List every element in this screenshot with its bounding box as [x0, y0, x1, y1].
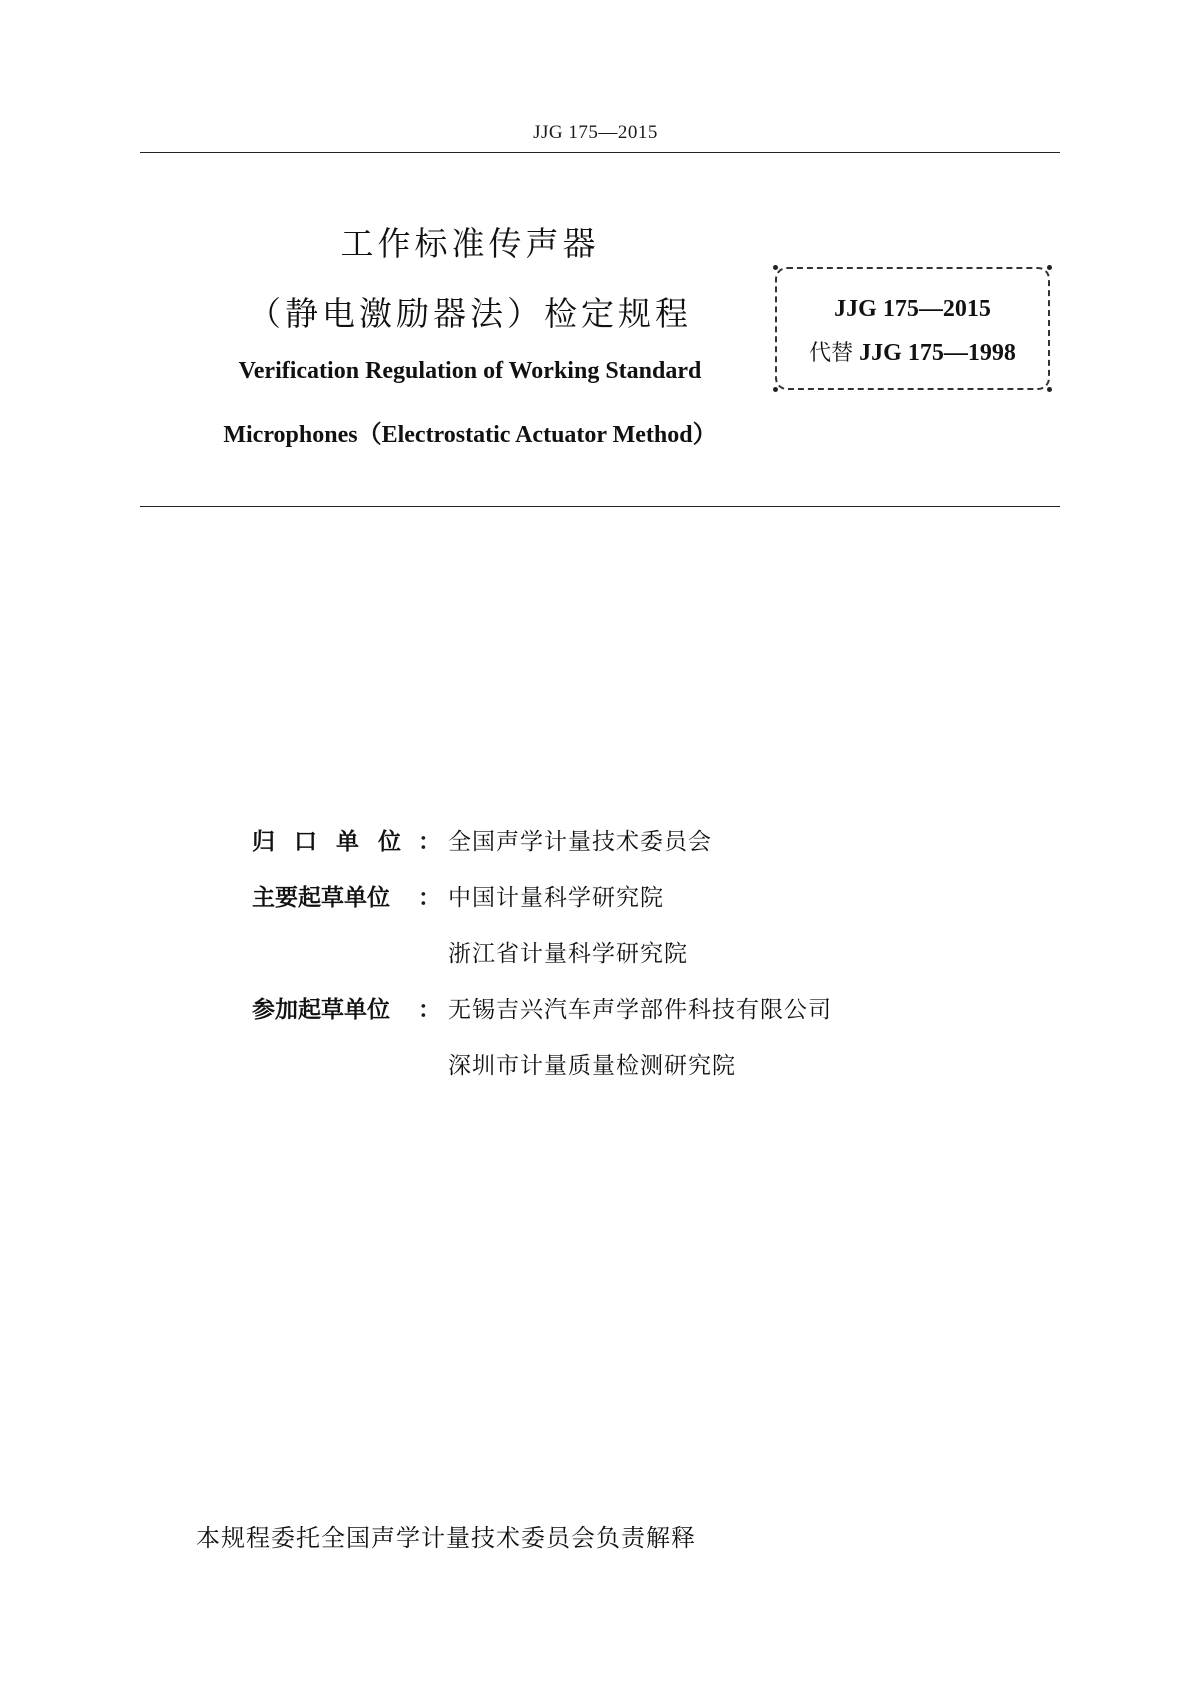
- org-value-main-drafting-1: 中国计量科学研究院: [448, 885, 664, 911]
- org-label-main-drafting: 主要起草单位: [252, 885, 390, 911]
- org-label-colon: ：: [418, 997, 441, 1023]
- org-label-participating: 参加起草单位: [252, 997, 390, 1023]
- title-en-line2: Microphones（Electrostatic Actuator Method）: [223, 422, 717, 448]
- header-rule: [140, 152, 1060, 153]
- replaces-prefix: 代替: [809, 341, 854, 366]
- interpretation-note: 本规程委托全国声学计量技术委员会负责解释: [196, 1524, 696, 1552]
- box-corner-dot: [1047, 387, 1052, 392]
- org-value-responsible: 全国声学计量技术委员会: [448, 829, 712, 855]
- box-corner-dot: [1047, 265, 1052, 270]
- org-label-responsible: 归口单位: [252, 829, 420, 855]
- org-label-colon: ：: [418, 829, 441, 855]
- title-cn-line1: 工作标准传声器: [340, 224, 600, 263]
- box-corner-dot: [773, 387, 778, 392]
- replaces-line: [775, 336, 1050, 367]
- title-cn-line2: （静电激励器法）检定规程: [248, 294, 692, 333]
- title-en-line1: Verification Regulation of Working Standard: [238, 358, 702, 384]
- box-corner-dot: [773, 265, 778, 270]
- org-value-participating-1: 无锡吉兴汽车声学部件科技有限公司: [448, 997, 832, 1023]
- replaces-code: JJG 175—1998: [859, 340, 1016, 366]
- running-header: JJG 175—2015: [533, 122, 658, 143]
- standard-code: JJG 175—2015: [834, 296, 991, 322]
- standard-number-box: [775, 267, 1050, 390]
- org-value-main-drafting-2: 浙江省计量科学研究院: [448, 941, 688, 967]
- org-label-colon: ：: [418, 885, 441, 911]
- title-bottom-rule: [140, 506, 1060, 507]
- org-value-participating-2: 深圳市计量质量检测研究院: [448, 1053, 736, 1079]
